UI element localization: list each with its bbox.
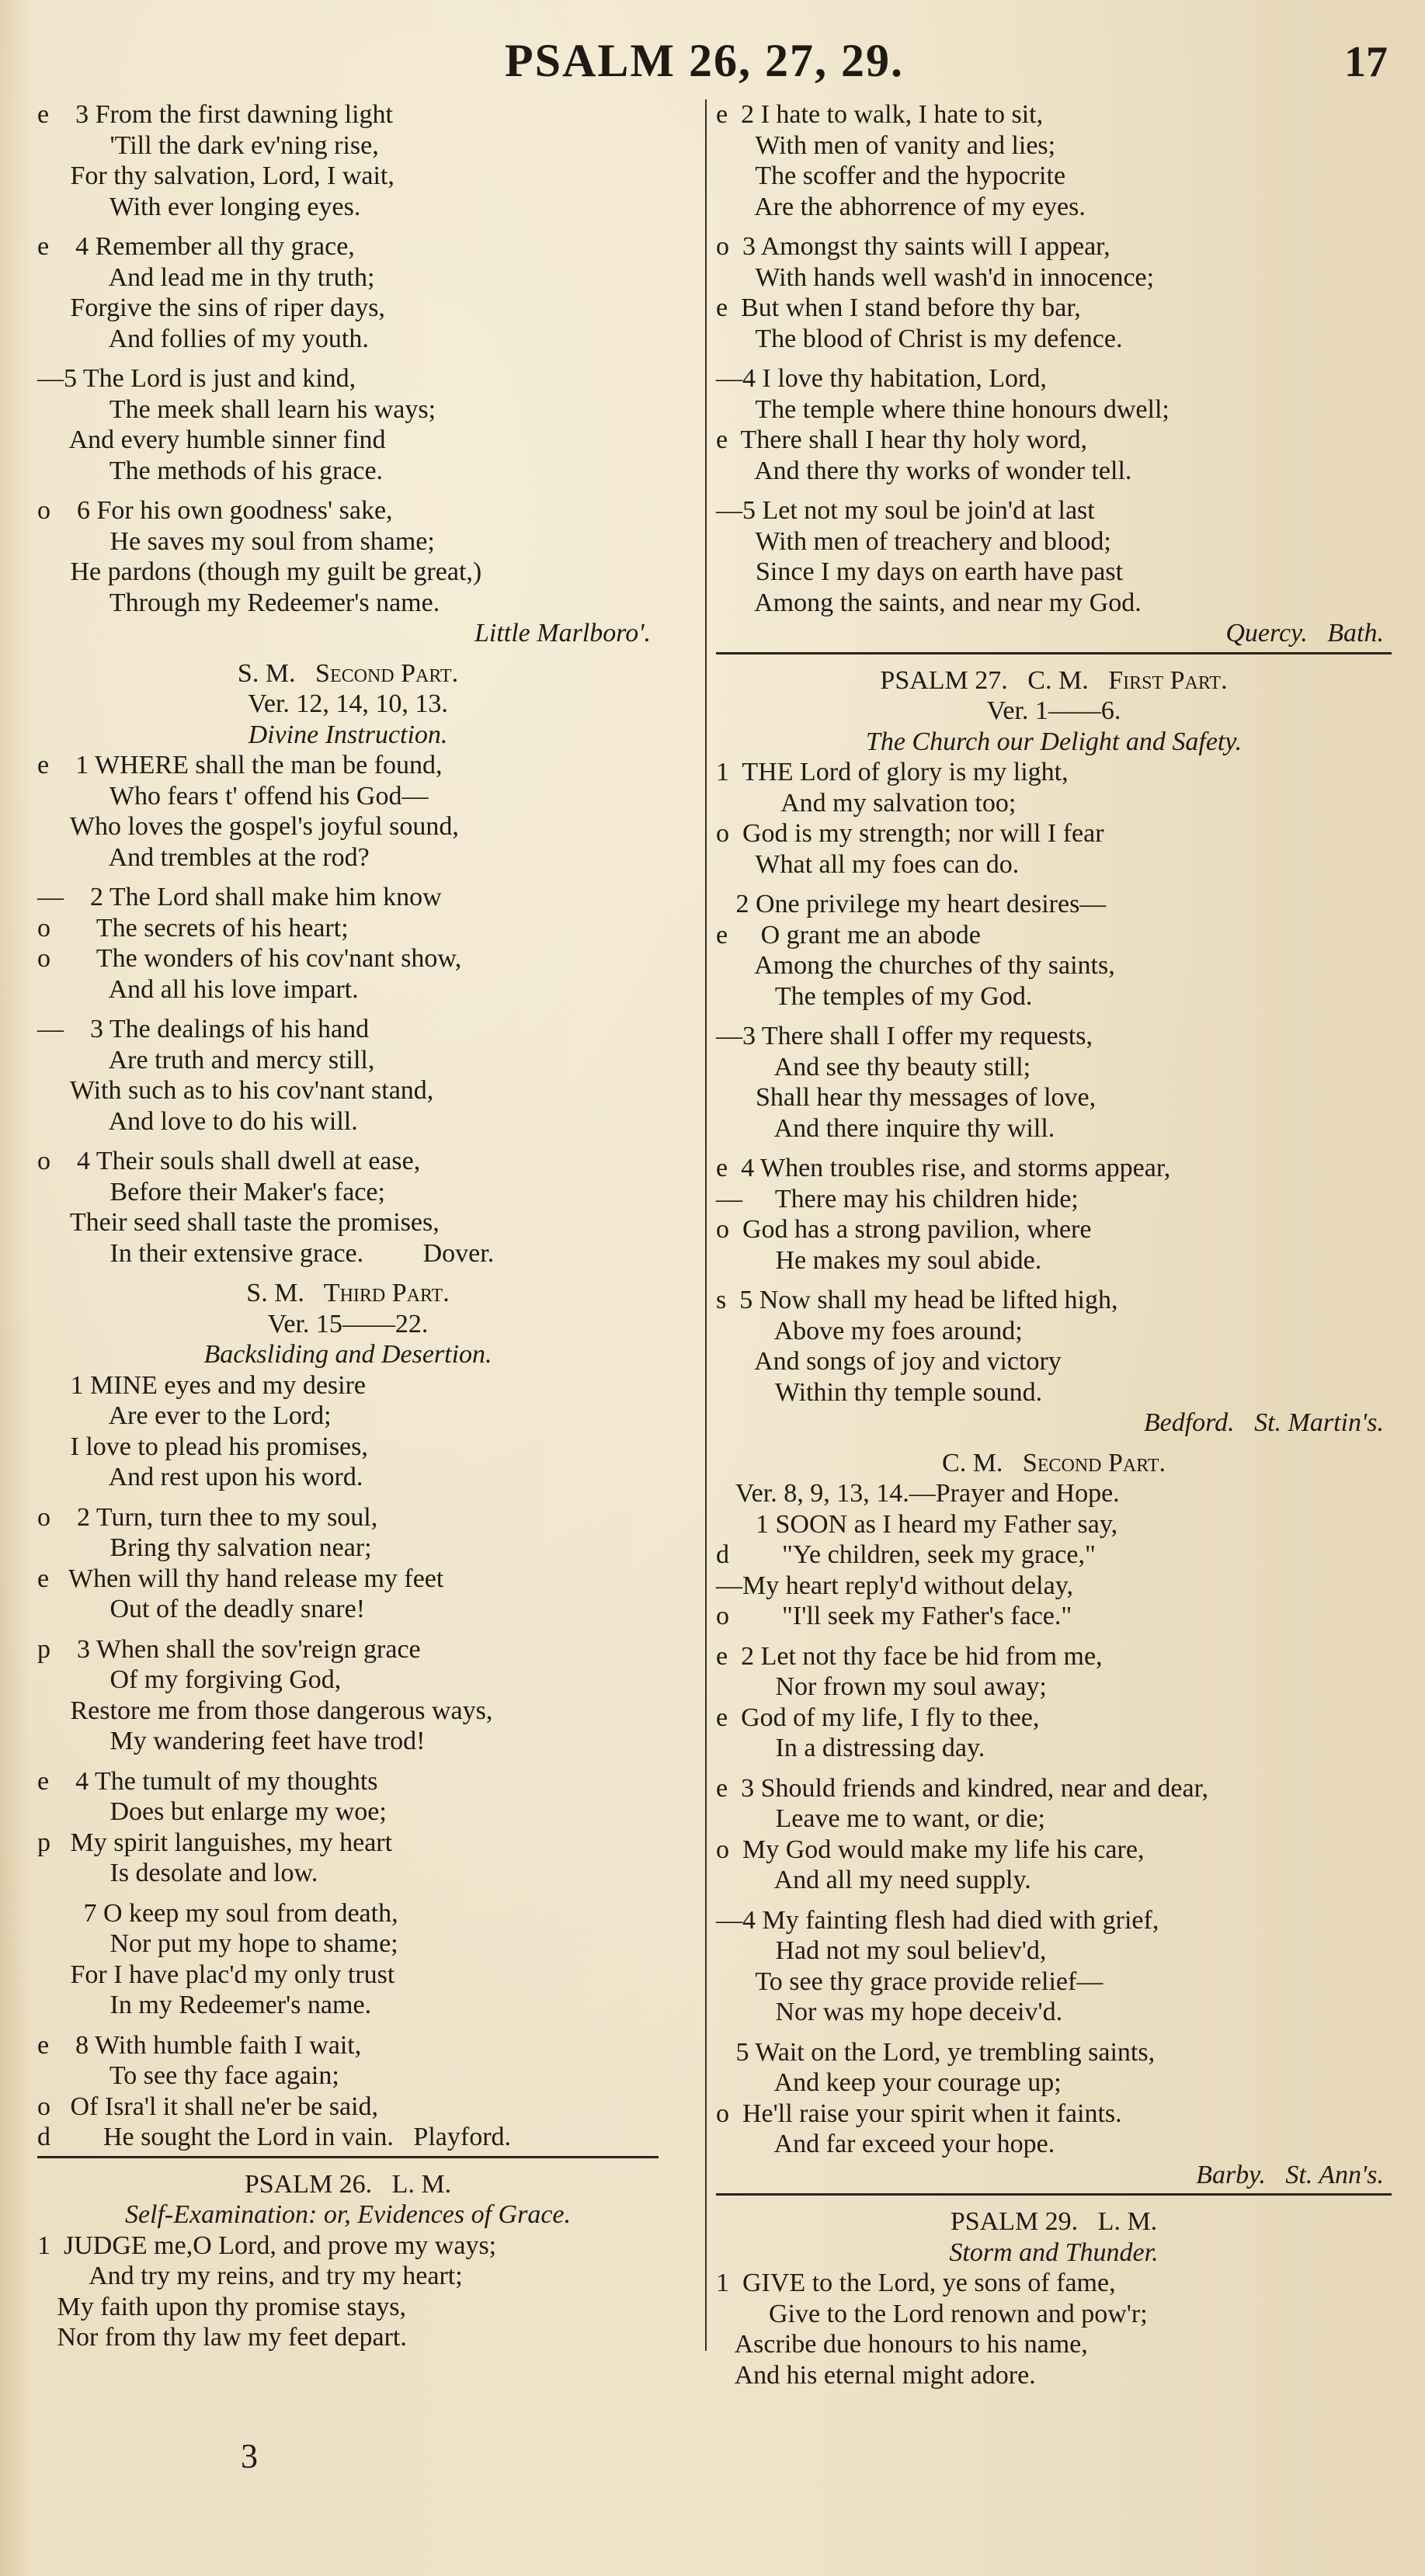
verse-line: o 3 Amongst thy saints will I appear, — [716, 232, 1110, 261]
section-heading: S. M. Third Part. — [246, 1279, 450, 1307]
verse-line: And my salvation too; — [716, 788, 1017, 818]
verse-line: o He'll raise your spirit when it faints. — [716, 2099, 1122, 2128]
verse-line: —4 I love thy habitation, Lord, — [716, 364, 1047, 393]
stanza-gap — [37, 2021, 659, 2030]
section-heading: C. M. Second Part. — [942, 1448, 1166, 1477]
verse-line: e God of my life, I fly to thee, — [716, 1703, 1040, 1732]
verse-line: 1 MINE eyes and my desire — [37, 1370, 367, 1400]
left-column — [37, 99, 659, 2353]
verse-line: e 2 I hate to walk, I hate to sit, — [716, 100, 1044, 129]
verse-line: Within thy temple sound. — [716, 1377, 1043, 1407]
section-subtitle: Backsliding and Desertion. — [203, 1340, 492, 1369]
verse-line: Through my Redeemer's name. — [37, 588, 440, 617]
verse-line: 7 O keep my soul from death, — [37, 1898, 398, 1928]
verse-line: Nor frown my soul away; — [716, 1672, 1047, 1701]
verse-line: My wandering feet have trod! — [37, 1727, 426, 1755]
stanza-gap — [37, 1757, 659, 1766]
verse-line: For I have plac'd my only trust — [37, 1960, 395, 1989]
verse-line: I love to plead his promises, — [37, 1432, 368, 1461]
stanza-gap — [716, 1632, 1392, 1641]
verse-line: e 4 When troubles rise, and storms appear, — [716, 1154, 1171, 1182]
verse-line: o God has a strong pavilion, where — [716, 1215, 1092, 1244]
verse-line: Ver. 8, 9, 13, 14.—Prayer and Hope. — [716, 1479, 1120, 1508]
verse-line: Of my forgiving God, — [37, 1665, 342, 1694]
verse-line: Are ever to the Lord; — [37, 1401, 332, 1430]
stanza-gap — [716, 1144, 1392, 1153]
verse-line: With such as to his cov'nant stand, — [37, 1076, 434, 1105]
verse-line: p 3 When shall the sov'reign grace — [37, 1634, 421, 1664]
verse-line: He makes my soul abide. — [716, 1245, 1042, 1275]
verse-line: With men of treachery and blood; — [716, 526, 1111, 556]
stanza-gap — [716, 1764, 1392, 1773]
verse-line: Out of the deadly snare! — [37, 1595, 366, 1623]
verse-line: — 3 The dealings of his hand — [37, 1015, 370, 1043]
verse-line: o God is my strength; nor will I fear — [716, 819, 1104, 848]
verse-line: e 8 With humble faith I wait, — [37, 2030, 362, 2060]
section-subtitle: Divine Instruction. — [248, 720, 448, 749]
running-title: PSALM 26, 27, 29. — [505, 35, 904, 86]
verse-line: e 4 The tumult of my thoughts — [37, 1766, 378, 1796]
verse-line: 5 Wait on the Lord, ye trembling saints, — [716, 2037, 1156, 2067]
stanza-gap — [37, 1005, 659, 1014]
verse-line: Above my foes around; — [716, 1316, 1023, 1345]
verse-line: He saves my soul from shame; — [37, 526, 435, 556]
section-heading: Ver. 1——6. — [986, 696, 1121, 725]
verse-line: —My heart reply'd without delay, — [716, 1571, 1073, 1600]
stanza-gap — [37, 1625, 659, 1634]
tune-name: Barby. St. Ann's. — [1196, 2160, 1384, 2189]
verse-line: And all my need supply. — [716, 1866, 1031, 1894]
verse-line: The meek shall learn his ways; — [37, 394, 436, 424]
stanza-gap — [716, 2028, 1392, 2037]
verse-line: Bring thy salvation near; — [37, 1533, 372, 1562]
verse-line: 1 GIVE to the Lord, ye sons of fame, — [716, 2269, 1116, 2297]
section-heading: Ver. 12, 14, 10, 13. — [248, 689, 448, 718]
stanza-gap — [716, 1276, 1392, 1285]
verse-line: —5 The Lord is just and kind, — [37, 364, 356, 393]
verse-line: Among the churches of thy saints, — [716, 951, 1115, 980]
signature-mark: 3 — [241, 2437, 258, 2475]
stanza-gap — [716, 1896, 1392, 1905]
verse-line: o 6 For his own goodness' sake, — [37, 496, 393, 525]
stanza-gap — [37, 486, 659, 495]
verse-line: e O grant me an abode — [716, 920, 981, 950]
verse-line: Who fears t' offend his God— — [37, 781, 429, 811]
stanza-gap — [37, 354, 659, 363]
verse-line: — There may his children hide; — [716, 1184, 1079, 1213]
verse-line: 1 THE Lord of glory is my light, — [716, 758, 1069, 786]
verse-line: And there inquire thy will. — [716, 1113, 1055, 1143]
running-header — [0, 30, 1425, 92]
verse-line: And lead me in thy truth; — [37, 262, 375, 292]
verse-line: Restore me from those dangerous ways, — [37, 1696, 493, 1725]
verse-line: —4 My fainting flesh had died with grief, — [716, 1905, 1159, 1935]
verse-line: What all my foes can do. — [716, 849, 1020, 879]
stanza-gap — [37, 873, 659, 882]
verse-line: And far exceed your hope. — [716, 2130, 1055, 2158]
verse-line: s 5 Now shall my head be lifted high, — [716, 1286, 1118, 1314]
tune-name: Little Marlboro'. — [474, 619, 651, 647]
verse-line: And all his love impart. — [37, 974, 359, 1004]
verse-line: Leave me to want, or die; — [716, 1804, 1045, 1833]
section-heading: PSALM 29. L. M. — [950, 2207, 1158, 2236]
verse-line: Are truth and mercy still, — [37, 1045, 375, 1074]
section-heading: Ver. 15——22. — [267, 1309, 429, 1338]
stanza-gap — [37, 1137, 659, 1146]
right-column — [716, 99, 1392, 2390]
verse-line: Give to the Lord renown and pow'r; — [716, 2299, 1148, 2328]
verse-line: e But when I stand before thy bar, — [716, 293, 1081, 322]
verse-line: The methods of his grace. — [37, 456, 384, 485]
verse-line: Ascribe due honours to his name, — [716, 2330, 1088, 2359]
verse-line: Had not my soul believ'd, — [716, 1936, 1047, 1965]
verse-line: With men of vanity and lies; — [716, 130, 1056, 160]
verse-line: —3 There shall I offer my requests, — [716, 1022, 1093, 1050]
verse-line: And rest upon his word. — [37, 1463, 363, 1491]
verse-line: e 2 Let not thy face be hid from me, — [716, 1641, 1103, 1671]
column-divider — [705, 99, 707, 2351]
verse-line: To see thy face again; — [37, 2061, 339, 2090]
tune-name: Bedford. St. Martin's. — [1143, 1408, 1384, 1437]
verse-line: Nor from thy law my feet depart. — [37, 2323, 407, 2352]
verse-line: The temples of my God. — [716, 981, 1033, 1011]
verse-line: e There shall I hear thy holy word, — [716, 425, 1088, 454]
verse-line: In their extensive grace. Dover. — [37, 1238, 495, 1268]
verse-line: Forgive the sins of riper days, — [37, 293, 385, 322]
verse-line: With ever longing eyes. — [37, 192, 361, 221]
verse-line: o Of Isra'l it shall ne'er be said, — [37, 2092, 379, 2121]
verse-line: And follies of my youth. — [37, 324, 369, 353]
verse-line: Is desolate and low. — [37, 1859, 318, 1887]
verse-line: And try my reins, and try my heart; — [37, 2262, 463, 2290]
page-number: 17 — [1344, 38, 1388, 86]
verse-line: For thy salvation, Lord, I wait, — [37, 161, 394, 190]
verse-line: e 4 Remember all thy grace, — [37, 232, 355, 261]
verse-line: Since I my days on earth have past — [716, 557, 1124, 586]
verse-line: Does but enlarge my woe; — [37, 1797, 387, 1826]
verse-line: o 4 Their souls shall dwell at ease, — [37, 1147, 421, 1175]
verse-line: And keep your courage up; — [716, 2068, 1062, 2097]
section-subtitle: Self-Examination: or, Evidences of Grace. — [124, 2200, 572, 2229]
section-rule — [716, 2193, 1392, 2202]
stanza-gap — [716, 354, 1392, 363]
verse-line: 1 JUDGE me,O Lord, and prove my ways; — [37, 2231, 497, 2260]
verse-line: Are the abhorrence of my eyes. — [716, 192, 1086, 221]
verse-line: o The wonders of his cov'nant show, — [37, 944, 462, 973]
verse-line: With hands well wash'd in innocence; — [716, 262, 1155, 292]
stanza-gap — [716, 222, 1392, 231]
verse-line: p My spirit languishes, my heart — [37, 1828, 393, 1857]
verse-line: To see thy grace provide relief— — [716, 1967, 1104, 1996]
verse-line: 1 SOON as I heard my Father say, — [716, 1509, 1118, 1539]
verse-line: And there thy works of wonder tell. — [716, 456, 1132, 485]
verse-line: Nor was my hope deceiv'd. — [716, 1998, 1063, 2026]
verse-line: And his eternal might adore. — [716, 2360, 1036, 2390]
stanza-gap — [716, 880, 1392, 889]
verse-line: 'Till the dark ev'ning rise, — [37, 130, 379, 160]
verse-line: The scoffer and the hypocrite — [716, 161, 1066, 190]
stanza-gap — [37, 649, 659, 658]
verse-line: o "I'll seek my Father's face." — [716, 1602, 1072, 1630]
verse-line: — 2 The Lord shall make him know — [37, 883, 442, 911]
verse-line: o 2 Turn, turn thee to my soul, — [37, 1502, 378, 1532]
verse-line: And see thy beauty still; — [716, 1052, 1031, 1081]
verse-line: Nor put my hope to shame; — [37, 1929, 398, 1958]
verse-line: My faith upon thy promise stays, — [37, 2292, 407, 2321]
stanza-gap — [716, 486, 1392, 495]
verse-line: He pardons (though my guilt be great,) — [37, 557, 482, 586]
verse-line: And love to do his will. — [37, 1106, 358, 1136]
stanza-gap — [37, 1889, 659, 1898]
verse-line: o My God would make my life his care, — [716, 1835, 1145, 1864]
verse-line: Shall hear thy messages of love, — [716, 1083, 1097, 1112]
verse-line: o The secrets of his heart; — [37, 913, 349, 943]
verse-line: e 1 WHERE shall the man be found, — [37, 751, 443, 779]
stanza-gap — [37, 1269, 659, 1278]
verse-line: Who loves the gospel's joyful sound, — [37, 812, 459, 841]
verse-line: 2 One privilege my heart desires— — [716, 890, 1107, 918]
section-heading: PSALM 26. L. M. — [244, 2169, 452, 2199]
stanza-gap — [716, 1439, 1392, 1448]
verse-line: e 3 Should friends and kindred, near and dear, — [716, 1773, 1209, 1803]
verse-line: Before their Maker's face; — [37, 1177, 385, 1206]
verse-line: —5 Let not my soul be join'd at last — [716, 496, 1095, 525]
section-rule — [37, 2156, 659, 2165]
verse-line: d He sought the Lord in vain. Playford. — [37, 2123, 512, 2151]
stanza-gap — [37, 1493, 659, 1502]
verse-line: Their seed shall taste the promises, — [37, 1208, 440, 1237]
verse-line: Among the saints, and near my God. — [716, 588, 1142, 617]
verse-line: In my Redeemer's name. — [37, 1991, 372, 2019]
verse-line: And songs of joy and victory — [716, 1347, 1062, 1376]
tune-name: Quercy. Bath. — [1225, 619, 1384, 647]
verse-line: e When will thy hand release my feet — [37, 1564, 444, 1593]
section-rule — [716, 652, 1392, 661]
section-subtitle: Storm and Thunder. — [949, 2238, 1159, 2267]
verse-line: e 3 From the first dawning light — [37, 100, 394, 129]
stanza-gap — [716, 1012, 1392, 1021]
verse-line: And every humble sinner find — [37, 425, 386, 454]
verse-line: In a distressing day. — [716, 1734, 985, 1762]
verse-line: The blood of Christ is my defence. — [716, 324, 1123, 353]
verse-line: And trembles at the rod? — [37, 842, 370, 872]
section-heading: S. M. Second Part. — [237, 658, 459, 688]
section-subtitle: The Church our Delight and Safety. — [865, 727, 1243, 756]
verse-line: The temple where thine honours dwell; — [716, 394, 1170, 424]
section-heading: PSALM 27. C. M. First Part. — [880, 665, 1228, 695]
verse-line: d "Ye children, seek my grace," — [716, 1540, 1096, 1569]
stanza-gap — [37, 222, 659, 231]
